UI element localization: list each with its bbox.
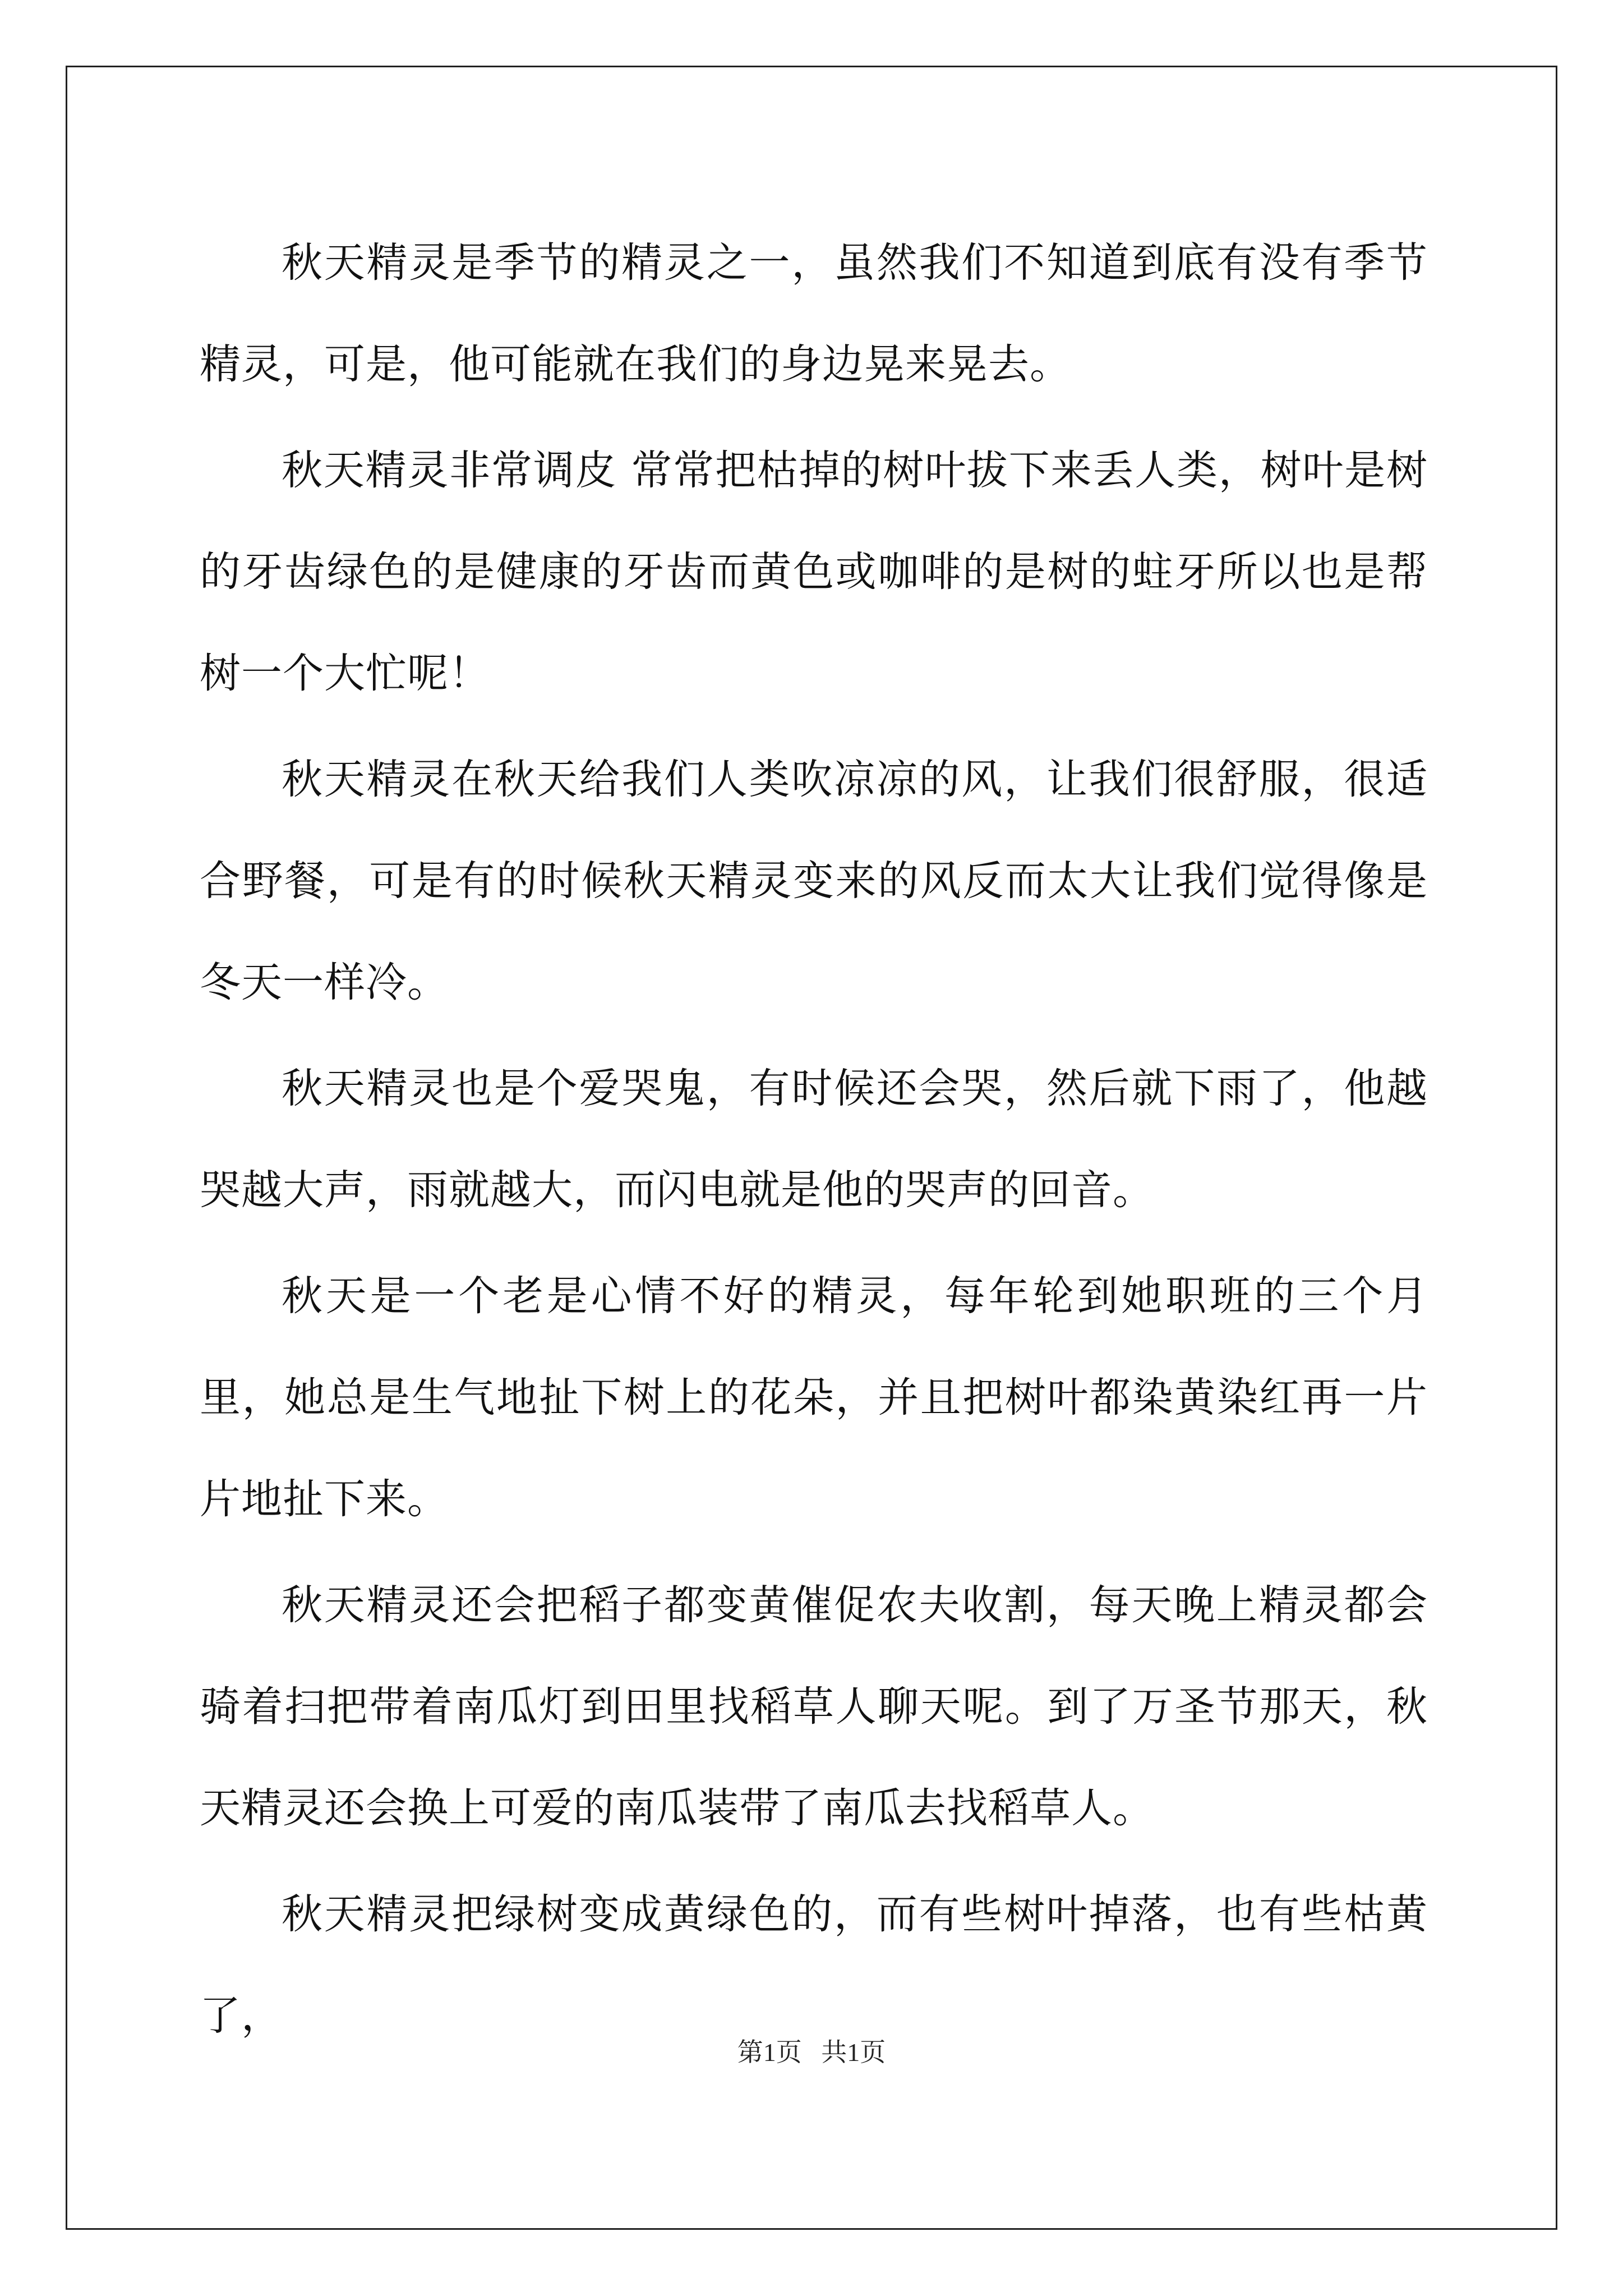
page-number-footer: 第1页 共1页 xyxy=(737,2038,886,2067)
paragraph-7: 秋天精灵把绿树变成黄绿色的，而有些树叶掉落，也有些枯黄了， xyxy=(200,1890,1428,2040)
paragraph-2: 秋天精灵非常调皮 常常把枯掉的树叶拔下来丢人类，树叶是树的牙齿绿色的是健康的牙齿而黄色或咖啡的是树的蛀牙所以也是帮树一个大忙呢！ xyxy=(200,447,1428,697)
paragraph-3: 秋天精灵在秋天给我们人类吹凉凉的风，让我们很舒服，很适合野餐，可是有的时候秋天精灵变来的风反而太大让我们觉得像是冬天一样冷。 xyxy=(200,756,1428,1006)
paragraph-5: 秋天是一个老是心情不好的精灵，每年轮到她职班的三个月里，她总是生气地扯下树上的花朵，并且把树叶都染黄染红再一片片地扯下来。 xyxy=(200,1272,1428,1523)
document-body xyxy=(200,212,1428,2067)
paragraph-4: 秋天精灵也是个爱哭鬼，有时候还会哭，然后就下雨了，他越哭越大声，雨就越大，而闪电就是他的哭声的回音。 xyxy=(200,1065,1428,1214)
paragraph-1: 秋天精灵是季节的精灵之一，虽然我们不知道到底有没有季节精灵，可是，他可能就在我们的身边晃来晃去。 xyxy=(200,239,1428,388)
paragraph-6: 秋天精灵还会把稻子都变黄催促农夫收割，每天晚上精灵都会骑着扫把带着南瓜灯到田里找稻草人聊天呢。到了万圣节那天，秋天精灵还会换上可爱的南瓜装带了南瓜去找稻草人。 xyxy=(200,1581,1428,1832)
